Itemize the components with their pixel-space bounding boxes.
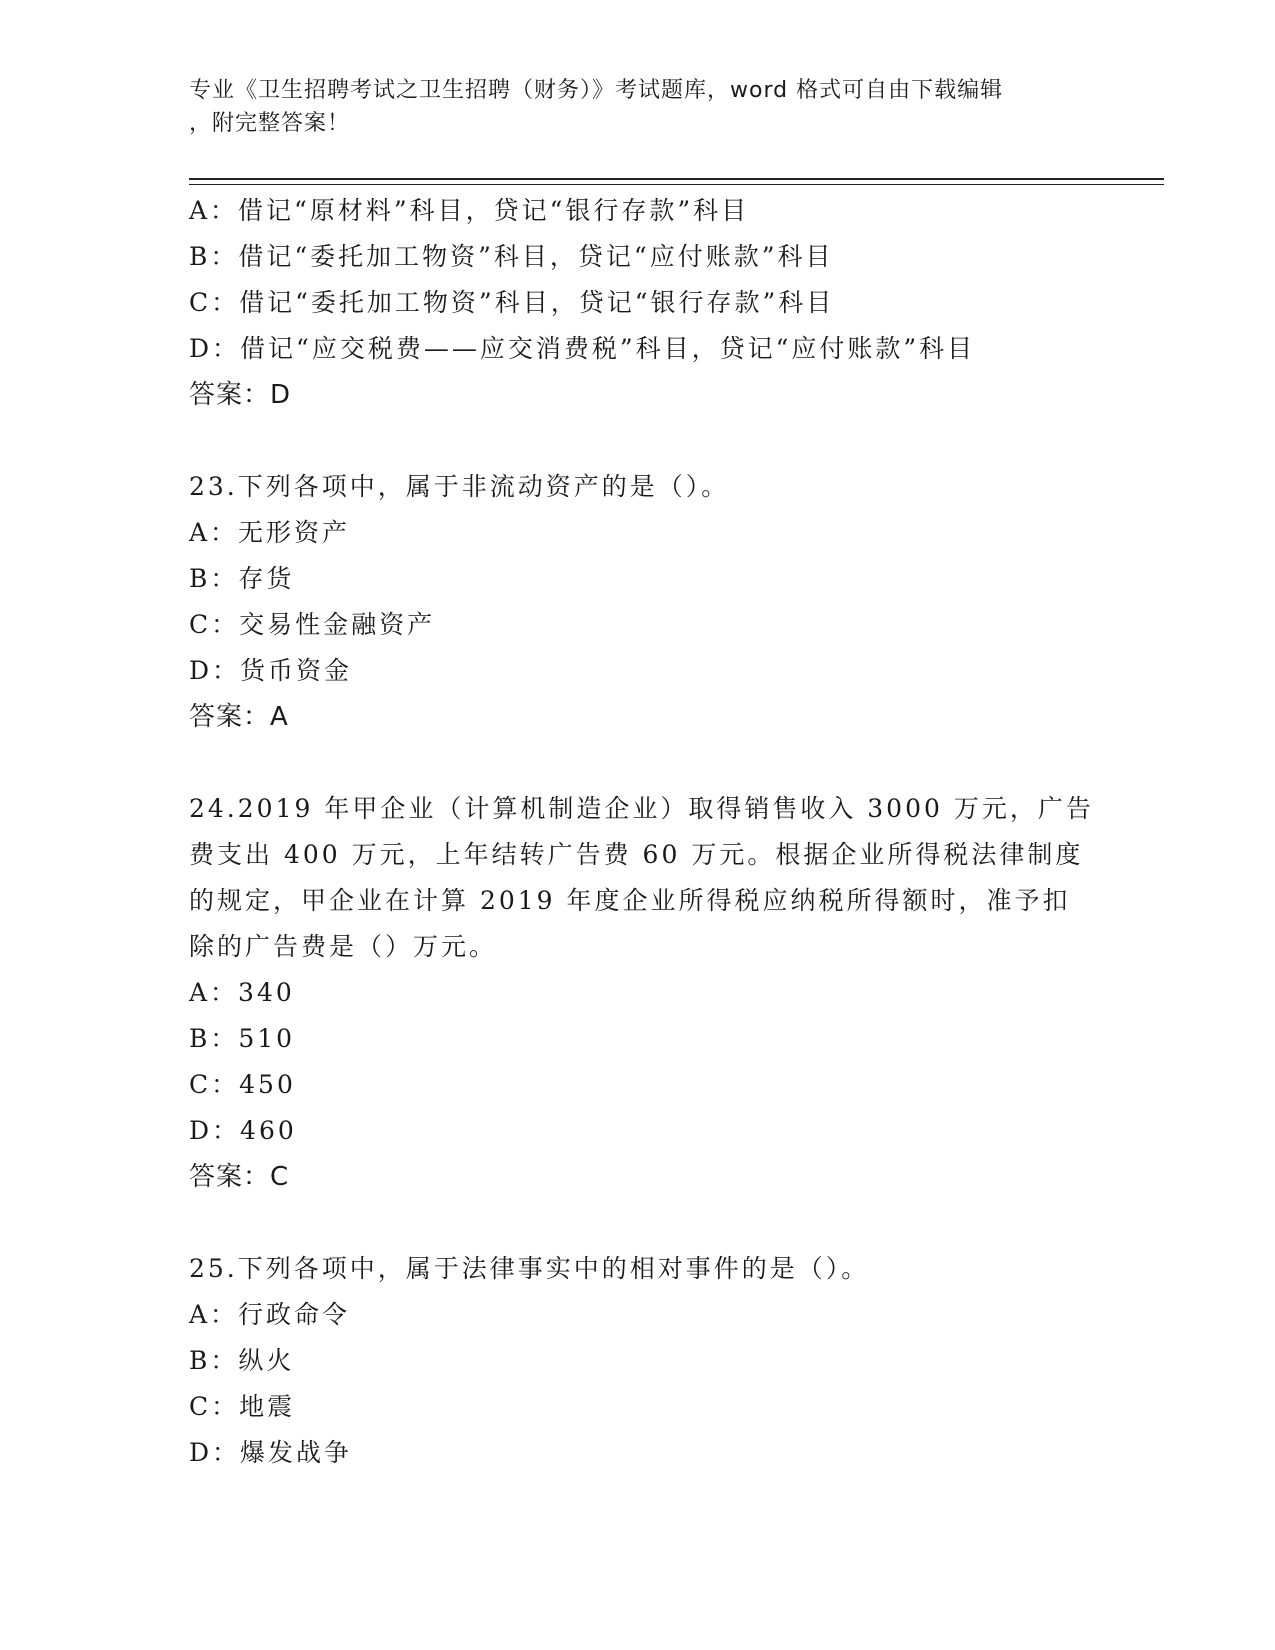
question-stem-line: 费支出 400 万元，上年结转广告费 60 万元。根据企业所得税法律制度 — [189, 840, 1084, 869]
option-b: B：纵火 — [189, 1346, 295, 1375]
option-c: C：450 — [189, 1070, 296, 1099]
question-stem: 25.下列各项中，属于法律事实中的相对事件的是（）。 — [189, 1254, 870, 1283]
option-d: D：货币资金 — [189, 656, 353, 685]
question-23 — [189, 464, 1089, 740]
spacer — [189, 740, 1089, 786]
question-stem: 23.下列各项中，属于非流动资产的是（）。 — [189, 472, 730, 501]
answer: 答案：D — [189, 380, 292, 410]
document-header — [189, 74, 1089, 140]
question-25 — [189, 1246, 1089, 1476]
spacer — [189, 1200, 1089, 1246]
answer: 答案：A — [189, 702, 289, 732]
option-b: B：510 — [189, 1024, 296, 1053]
question-stem-line: 24.2019 年甲企业（计算机制造企业）取得销售收入 3000 万元，广告 — [189, 794, 1094, 823]
option-c: C：借记“委托加工物资”科目，贷记“银行存款”科目 — [189, 288, 835, 317]
option-a: A：借记“原材料”科目，贷记“银行存款”科目 — [189, 196, 750, 225]
option-d: D：460 — [189, 1116, 297, 1145]
option-b: B：借记“委托加工物资”科目，贷记“应付账款”科目 — [189, 242, 834, 271]
option-c: C：交易性金融资产 — [189, 610, 436, 639]
question-22 — [189, 188, 1089, 418]
question-list — [189, 188, 1094, 1476]
option-a: A：行政命令 — [189, 1300, 351, 1329]
header-line-1: 专业《卫生招聘考试之卫生招聘（财务）》考试题库，word 格式可自由下载编辑 — [189, 78, 1004, 103]
header-divider-thick — [189, 178, 1164, 180]
question-stem-line: 的规定，甲企业在计算 2019 年度企业所得税应纳税所得额时，准予扣 — [189, 886, 1071, 915]
question-24 — [189, 786, 1094, 1200]
header-line-2: ，附完整答案！ — [189, 111, 351, 136]
option-a: A：无形资产 — [189, 518, 351, 547]
spacer — [189, 418, 1089, 464]
header-divider-thin — [189, 184, 1164, 185]
option-a: A：340 — [189, 978, 295, 1007]
option-b: B：存货 — [189, 564, 295, 593]
option-d: D：借记“应交税费——应交消费税”科目，贷记“应付账款”科目 — [189, 334, 976, 363]
option-c: C：地震 — [189, 1392, 296, 1421]
option-d: D：爆发战争 — [189, 1438, 353, 1467]
question-stem-line: 除的广告费是（）万元。 — [189, 932, 498, 961]
answer: 答案：C — [189, 1162, 290, 1192]
